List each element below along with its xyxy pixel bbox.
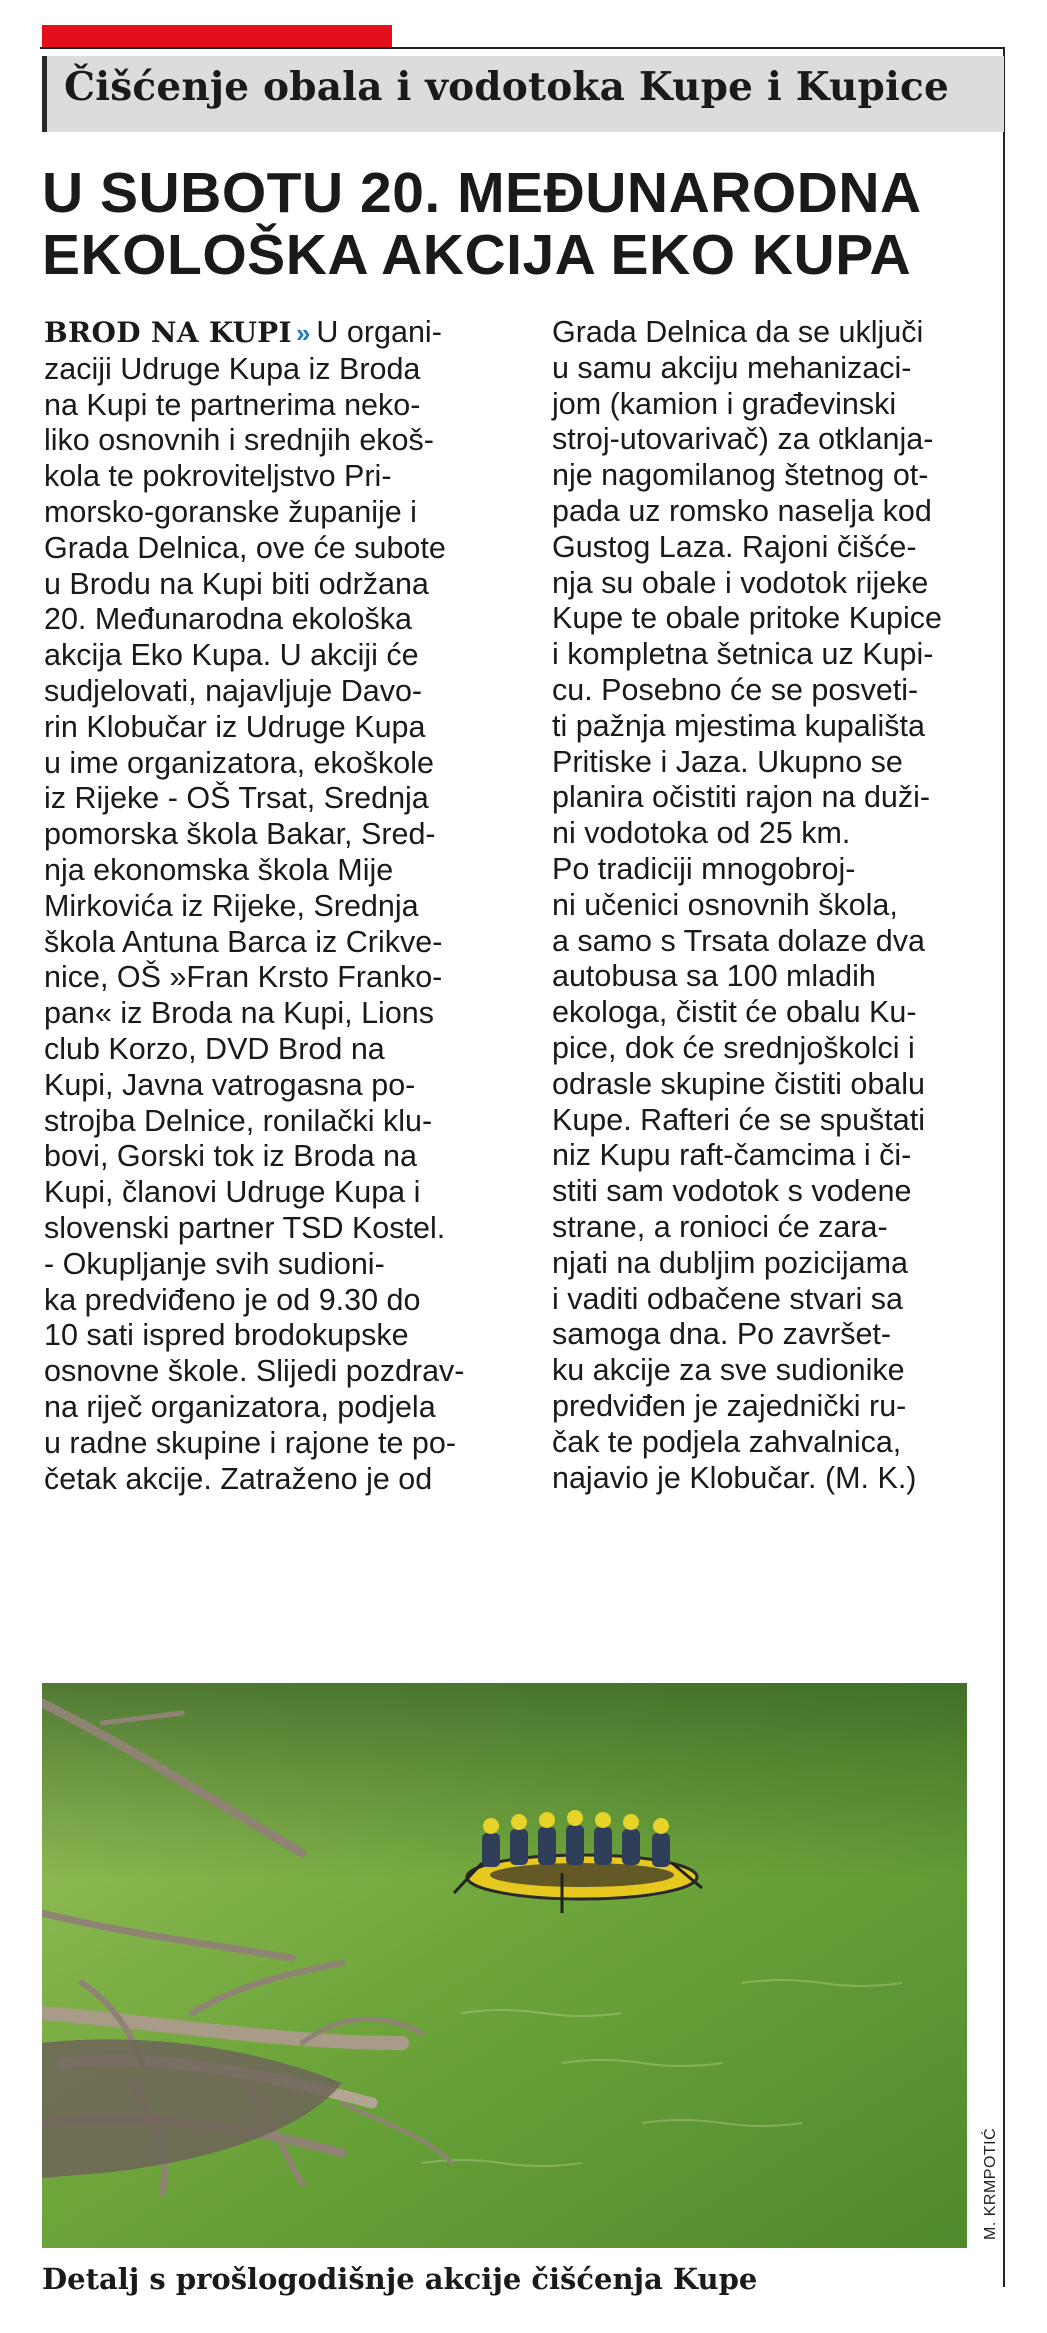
article-line <box>44 781 509 817</box>
article-line <box>552 673 992 709</box>
article-line <box>552 1103 992 1139</box>
article-line-text: ka predviđeno je od 9.30 do <box>44 1282 421 1317</box>
article-line-text: Kupi, članovi Udruge Kupa i <box>44 1175 421 1210</box>
article-line <box>44 459 509 495</box>
article-line-text: strane, a ronioci će zara- <box>552 1209 888 1244</box>
article-line <box>44 1247 509 1283</box>
article-line <box>44 638 509 674</box>
article-line-text: U organi- <box>316 315 442 349</box>
article-line <box>44 817 509 853</box>
article-line <box>44 352 509 388</box>
article-line-text: Grada Delnica da se uključi <box>552 315 924 349</box>
article-line-text: stiti sam vodotok s vodene <box>552 1174 912 1209</box>
rafting-photo-illustration <box>42 1683 967 2248</box>
article-line <box>44 1032 509 1068</box>
article-line-text: ti pažnja mjestima kupališta <box>552 708 925 743</box>
article-line-text: strojba Delnice, ronilački klu- <box>44 1103 433 1138</box>
article-line <box>552 1031 992 1067</box>
article-line-text: a samo s Trsata dolaze dva <box>552 923 925 958</box>
article-photo <box>42 1683 967 2248</box>
article-line-text: akcija Eko Kupa. U akciji će <box>44 638 419 673</box>
article-line-text: na riječ organizatora, podjela <box>44 1389 436 1424</box>
article-line <box>552 924 992 960</box>
article-line <box>44 1426 509 1462</box>
article-line-text: pan« iz Broda na Kupi, Lions <box>44 996 434 1031</box>
article-line <box>44 746 509 782</box>
article-line <box>44 674 509 710</box>
article-line <box>44 925 509 961</box>
article-line <box>44 1104 509 1140</box>
article-line-text: odrasle skupine čistiti obalu <box>552 1066 925 1101</box>
article-line <box>44 315 509 352</box>
article-line <box>44 423 509 459</box>
article-line <box>552 1210 992 1246</box>
article-line-text: club Korzo, DVD Brod na <box>44 1031 385 1066</box>
article-line-text: Pritiske i Jaza. Ukupno se <box>552 744 903 779</box>
article-line-text: zaciji Udruge Kupa iz Broda <box>44 351 421 386</box>
article-line <box>44 1354 509 1390</box>
article-line <box>552 315 992 351</box>
article-line <box>44 567 509 603</box>
section-accent-bar <box>42 25 392 47</box>
article-line <box>44 1211 509 1247</box>
article-line <box>552 387 992 423</box>
article-line <box>552 601 992 637</box>
article-line-text: Po tradiciji mnogobroj- <box>552 851 856 886</box>
article-line <box>552 1174 992 1210</box>
article-line <box>552 709 992 745</box>
article-line-text: najavio je Klobučar. (M. K.) <box>552 1460 917 1495</box>
article-line <box>44 388 509 424</box>
article-line <box>552 1317 992 1353</box>
article-line <box>44 960 509 996</box>
article-line-text: planira očistiti rajon na duži- <box>552 780 931 815</box>
article-line <box>44 602 509 638</box>
article-line-text: Mirkovića iz Rijeke, Srednja <box>44 888 419 923</box>
article-line <box>552 1282 992 1318</box>
article-line <box>552 530 992 566</box>
article-line-text: ni učenici osnovnih škola, <box>552 887 898 922</box>
article-line-text: i vaditi odbačene stvari sa <box>552 1281 903 1316</box>
article-line <box>552 888 992 924</box>
article-line <box>44 495 509 531</box>
article-line-text: njati na dubljim pozicijama <box>552 1245 909 1280</box>
article-line-text: ni vodotoka od 25 km. <box>552 816 851 851</box>
article-line <box>552 1389 992 1425</box>
article-line <box>44 710 509 746</box>
article-line-text: Grada Delnica, ove će subote <box>44 530 446 565</box>
article-line <box>552 959 992 995</box>
article-line <box>552 637 992 673</box>
article-line-text: u Brodu na Kupi biti održana <box>44 566 429 601</box>
article-line <box>552 494 992 530</box>
article-line <box>44 1390 509 1426</box>
article-line-text: 10 sati ispred brodokupske <box>44 1318 409 1353</box>
article-line <box>44 889 509 925</box>
article-line <box>552 422 992 458</box>
article-line-text: čak te podjela zahvalnica, <box>552 1424 902 1459</box>
article-line-text: stroj-utovarivač) za otklanja- <box>552 422 934 457</box>
article-line-text: predviđen je zajednički ru- <box>552 1388 907 1423</box>
article-line-text: slovenski partner TSD Kostel. <box>44 1210 446 1245</box>
article-line-text: nice, OŠ »Fran Krsto Franko- <box>44 960 443 995</box>
article-line <box>552 852 992 888</box>
article-line <box>552 1246 992 1282</box>
article-line <box>552 566 992 602</box>
article-line <box>552 995 992 1031</box>
kicker-rule <box>42 56 47 132</box>
article-line-text: kola te pokroviteljstvo Pri- <box>44 459 392 494</box>
kicker-title: Čišćenje obala i vodotoka Kupe i Kupice <box>64 64 949 110</box>
article-line-text: rin Klobučar iz Udruge Kupa <box>44 709 426 744</box>
article-line <box>552 1138 992 1174</box>
headline <box>42 162 992 286</box>
article-line <box>552 1067 992 1103</box>
article-line-text: bovi, Gorski tok iz Broda na <box>44 1139 417 1174</box>
article-line-text: ku akcije za sve sudionike <box>552 1353 905 1388</box>
article-line <box>552 780 992 816</box>
article-line <box>552 1353 992 1389</box>
article-line-text: Kupi, Javna vatrogasna po- <box>44 1067 416 1102</box>
article-line <box>44 531 509 567</box>
photo-caption: Detalj s prošlogodišnje akcije čišćenja Kupe <box>42 2262 758 2296</box>
article-line <box>552 816 992 852</box>
article-line-text: morsko-goranske županije i <box>44 494 417 529</box>
article-column-left <box>44 315 509 1497</box>
article-line-text: i kompletna šetnica uz Kupi- <box>552 637 934 672</box>
article-line-text: nje nagomilanog štetnog ot- <box>552 458 929 493</box>
article-line-text: liko osnovnih i srednjih ekoš- <box>44 423 434 458</box>
article-line <box>44 1462 509 1498</box>
article-column-right <box>552 315 992 1496</box>
article-line <box>44 1139 509 1175</box>
article-line <box>552 351 992 387</box>
article-line <box>44 853 509 889</box>
article-line-text: niz Kupu raft-čamcima i či- <box>552 1138 912 1173</box>
article-line <box>552 1461 992 1497</box>
article-line-text: samoga dna. Po završet- <box>552 1317 892 1352</box>
article-line <box>44 996 509 1032</box>
article-line <box>44 1283 509 1319</box>
article-line <box>552 745 992 781</box>
article-line <box>552 458 992 494</box>
article-line-text: - Okupljanje svih sudioni- <box>44 1246 385 1281</box>
article-line-text: Kupe te obale pritoke Kupice <box>552 601 942 636</box>
article-line <box>44 1318 509 1354</box>
article-line-text: škola Antuna Barca iz Crikve- <box>44 924 443 959</box>
article-line <box>552 1425 992 1461</box>
article-line-text: jom (kamion i građevinski <box>552 386 897 421</box>
article-line-text: na Kupi te partnerima neko- <box>44 387 421 422</box>
article-line <box>44 1068 509 1104</box>
article-line-text: 20. Međunarodna ekološka <box>44 602 412 637</box>
article-line-text: ekologa, čistit će obalu Ku- <box>552 995 917 1030</box>
article-line-text: autobusa sa 100 mladih <box>552 959 876 994</box>
headline-line-2: EKOLOŠKA AKCIJA EKO KUPA <box>42 223 912 287</box>
headline-line-1: U SUBOTU 20. MEĐUNARODNA <box>42 161 922 225</box>
article-line-text: četak akcije. Zatraženo je od <box>44 1461 433 1496</box>
article-line-text: osnovne škole. Slijedi pozdrav- <box>44 1354 465 1389</box>
article-line-text: u radne skupine i rajone te po- <box>44 1425 457 1460</box>
article-line-text: sudjelovati, najavljuje Davo- <box>44 673 423 708</box>
article-line-text: u ime organizatora, ekoškole <box>44 745 434 780</box>
article-line <box>44 1175 509 1211</box>
article-line-text: Kupe. Rafteri će se spuštati <box>552 1102 925 1137</box>
byline: BROD NA KUPI <box>44 316 292 349</box>
article-line-text: nja ekonomska škola Mije <box>44 852 394 887</box>
article-line-text: u samu akciju mehanizaci- <box>552 350 912 385</box>
article-line-text: nja su obale i vodotok rijeke <box>552 565 929 600</box>
article-line-text: pomorska škola Bakar, Sred- <box>44 817 436 852</box>
photo-credit: M. KRMPOTIĆ <box>982 2127 999 2240</box>
article-line-text: pice, dok će srednjoškolci i <box>552 1030 915 1065</box>
article-line-text: Gustog Laza. Rajoni čišće- <box>552 529 917 564</box>
article-line-text: pada uz romsko naselja kod <box>552 493 932 528</box>
article-line-text: iz Rijeke - OŠ Trsat, Srednja <box>44 781 429 816</box>
article-line-text: cu. Posebno će se posveti- <box>552 672 919 707</box>
byline-arrow-icon: » <box>295 318 311 348</box>
